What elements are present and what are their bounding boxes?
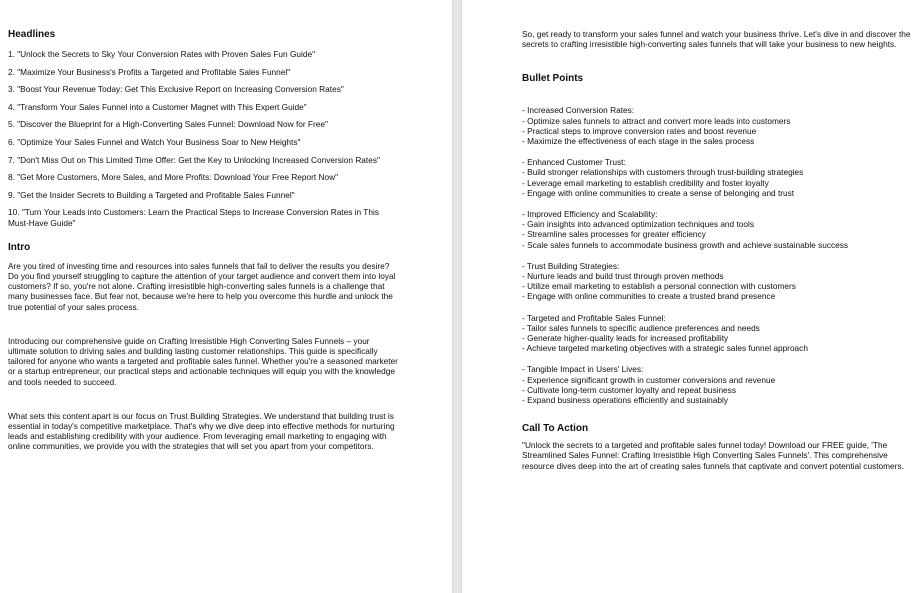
- bullet-group: [522, 313, 914, 354]
- bullet-line: - Engage with online communities to create a trusted brand presence: [522, 291, 776, 302]
- bullet-line: - Gain insights into advanced optimization techniques and tools: [522, 219, 754, 230]
- bullet-line: - Tailor sales funnels to specific audience preferences and needs: [522, 322, 760, 333]
- bullet-line: - Targeted and Profitable Sales Funnel:: [522, 312, 666, 323]
- bullet-line: - Enhanced Customer Trust:: [522, 157, 626, 168]
- bullet-line: - Experience significant growth in customer conversions and revenue: [522, 374, 776, 385]
- headlines-heading: Headlines: [8, 29, 56, 40]
- bullet-group: [522, 157, 914, 198]
- call-to-action-heading: Call To Action: [522, 423, 589, 435]
- intro-paragraph: So, get ready to transform your sales funnel and watch your business thrive. Let's dive in and discover the secrets to crafting irresistible high-converting sales funnels that will take your business to new heights.: [522, 29, 911, 50]
- headline-item: 5. "Discover the Blueprint for a High-Converting Sales Funnel: Download Now for Free": [8, 119, 328, 130]
- intro-paragraph: What sets this content apart is our focus on Trust Building Strategies. We understand that building trust is essential in today's competitive marketplace. That's why we dive deep into effective methods for nurturing leads and establishing credibility with your audience. From leveraging email marketing to engaging with online communities, we provide you with the strategies that will set you apart from your competitors.: [8, 410, 395, 452]
- intro-paragraph: Introducing our comprehensive guide on Crafting Irresistible High Converting Sales Funnels – your ultimate solution to driving sales and building lasting customer relationships. This guide is specifically tailored for anyone who wants a targeted and profitable sales funnel. Whether you're a seasoned marketer or a startup entrepreneur, our practical steps and actionable techniques will equip you with the knowledge and tools needed to succeed.: [8, 335, 398, 387]
- headline-item: 9. "Get the Insider Secrets to Building a Targeted and Profitable Sales Funnel": [8, 189, 295, 200]
- bullet-line: - Expand business operations efficiently and sustainably: [522, 395, 729, 406]
- intro-heading: Intro: [8, 241, 31, 253]
- intro-paragraph: Are you tired of investing time and resources into sales funnels that fail to deliver the results you desire? Do you find yourself struggling to capture the attention of your target audience and convert them into loyal customers? If so, you're not alone. Crafting irresistible high-converting sales funnels is a challenge that many businesses face. But fear not, because we're here to help you overcome this hurdle and unlock the true potential of your sales process.: [8, 260, 396, 312]
- bullet-line: - Engage with online communities to create a sense of belonging and trust: [522, 187, 795, 198]
- right-page-content: [522, 29, 914, 471]
- headline-item: 1. "Unlock the Secrets to Sky Your Conversion Rates with Proven Sales Fun Guide": [8, 49, 316, 59]
- headlines-list: [8, 49, 400, 228]
- call-to-action-paragraph: "Unlock the secrets to a targeted and profitable sales funnel today! Download our FREE guide, 'The Streamlined Sales Funnel: Crafting Irresistible High Converting Sales Funnels'. This comprehensive resource dives deep into the art of creating sales funnels that captivate and convert potential customers.: [522, 440, 904, 471]
- headline-item: 8. "Get More Customers, More Sales, and More Profits: Download Your Free Report Now": [8, 172, 339, 183]
- headline-item: 4. "Transform Your Sales Funnel into a Customer Magnet with This Expert Guide": [8, 101, 307, 112]
- bullet-line: - Tangible Impact in Users' Lives:: [522, 364, 644, 375]
- headline-item: 7. "Don't Miss Out on This Limited Time Offer: Get the Key to Unlocking Increased Conversion Rates": [8, 154, 380, 165]
- bullet-group: [522, 105, 914, 146]
- bullet-group: [522, 209, 914, 250]
- bullet-line: - Cultivate long-term customer loyalty and repeat business: [522, 384, 736, 395]
- bullet-line: - Scale sales funnels to accommodate business growth and achieve sustainable success: [522, 239, 849, 250]
- headline-item: 2. "Maximize Your Business's Profits a Targeted and Profitable Sales Funnel": [8, 66, 291, 77]
- left-page-content: [8, 29, 400, 452]
- bullet-line: - Maximize the effectiveness of each stage in the sales process: [522, 136, 755, 147]
- headline-item: 3. "Boost Your Revenue Today: Get This Exclusive Report on Increasing Conversion Rates": [8, 84, 344, 95]
- headline-item: 10. "Turn Your Leads into Customers: Learn the Practical Steps to Increase Conversion Rates in This Must-Have Guide": [8, 207, 379, 228]
- bullet-line: - Achieve targeted marketing objectives with a strategic sales funnel approach: [522, 343, 808, 354]
- bullet-points-heading: Bullet Points: [522, 73, 584, 85]
- page-gap: [452, 0, 462, 593]
- headline-item: 6. "Optimize Your Sales Funnel and Watch Your Business Soar to New Heights": [8, 136, 301, 147]
- bullet-line: - Increased Conversion Rates:: [522, 105, 635, 116]
- bullet-line: - Streamline sales processes for greater efficiency: [522, 229, 706, 240]
- bullet-line: - Leverage email marketing to establish credibility and foster loyalty: [522, 177, 769, 188]
- bullet-line: - Trust Building Strategies:: [522, 260, 620, 271]
- bullet-line: - Nurture leads and build trust through proven methods: [522, 271, 724, 282]
- bullet-line: - Improved Efficiency and Scalability:: [522, 209, 658, 220]
- bullet-group: [522, 364, 914, 405]
- bullet-line: - Optimize sales funnels to attract and convert more leads into customers: [522, 115, 791, 126]
- bullet-line: - Utilize email marketing to establish a personal connection with customers: [522, 281, 796, 292]
- bullet-group: [522, 261, 914, 302]
- bullet-line: - Build stronger relationships with customers through trust-building strategies: [522, 167, 804, 178]
- bullet-line: - Generate higher-quality leads for increased profitability: [522, 333, 729, 344]
- bullet-line: - Practical steps to improve conversion rates and boost revenue: [522, 125, 757, 136]
